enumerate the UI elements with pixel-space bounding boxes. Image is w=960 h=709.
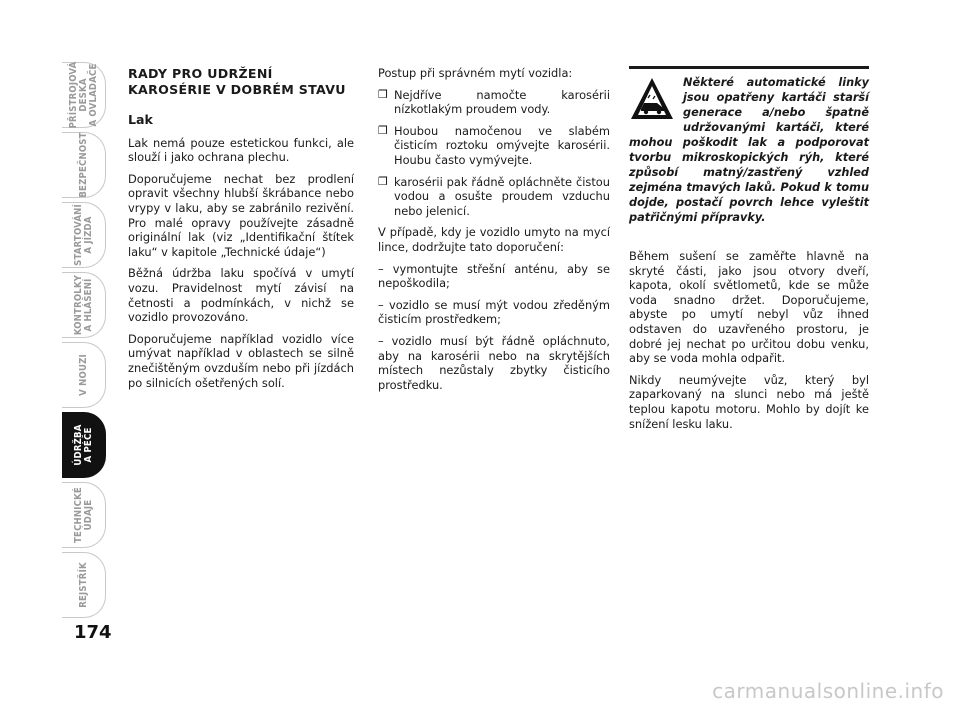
tab-rejstrik[interactable] bbox=[62, 552, 106, 618]
tab-label: TECHNICKÉ ÚDAJE bbox=[72, 487, 94, 543]
paragraph: – vozidlo se musí mýt vodou zředěným čisticím prostředkem; bbox=[378, 297, 610, 327]
tab-v-nouzi[interactable] bbox=[62, 342, 106, 408]
subsection-title: Lak bbox=[128, 112, 153, 127]
section-title-line-1: RADY PRO UDRŽENÍ bbox=[128, 66, 273, 81]
tab-technicke-udaje[interactable] bbox=[62, 482, 106, 548]
paragraph: – vymontujte střešní anténu, aby se nepoškodila; bbox=[378, 261, 610, 291]
tab-label: V NOUZI bbox=[77, 354, 89, 396]
checkbox-bullet-icon: ❒ bbox=[378, 87, 388, 101]
checkbox-bullet-icon: ❒ bbox=[378, 174, 388, 188]
list-item bbox=[378, 88, 610, 117]
tab-label: KONTROLKY A HLÁŠENÍ bbox=[72, 274, 94, 336]
column-3 bbox=[629, 66, 869, 438]
checkbox-bullet-icon: ❒ bbox=[378, 123, 388, 137]
car-wash-warning-icon bbox=[629, 75, 675, 123]
tab-label: BEZPEČNOST bbox=[77, 132, 89, 198]
paragraph: Lak nemá pouze estetickou funkci, ale slouží i jako ochrana plechu. bbox=[128, 135, 354, 165]
paragraph: Postup při správném mytí vozidla: bbox=[378, 66, 573, 80]
paragraph: Doporučujeme nechat bez prodlení opravit všechny hlubší škrábance nebo vrypy v laku, aby se zabránilo rezivění. Pro malé opravy používejte zásadně originální lak (viz „Identifikační štítek laku“ v kapitole „Technické údaje“) bbox=[128, 171, 354, 259]
tab-label: STARTOVÁNÍ A JÍZDA bbox=[72, 204, 94, 266]
tab-startovani[interactable] bbox=[62, 202, 106, 268]
paragraph: – vozidlo musí být řádně opláchnuto, aby na karosérii nebo na skrytějších místech nezůstaly zbytky čisticího prostředku. bbox=[378, 333, 610, 392]
paragraph: Doporučujeme například vozidlo více umývat například v oblastech se silně znečištěným ovzduším nebo při jízdách po silnicích ošetřených solí. bbox=[128, 331, 354, 390]
section-title-line-2: KAROSÉRIE V DOBRÉM STAVU bbox=[128, 81, 346, 97]
tab-label: REJSTŘÍK bbox=[77, 562, 89, 608]
list-item bbox=[378, 175, 610, 219]
list-item-text: Nejdříve namočte karosérii nízkotlakým proudem vody. bbox=[394, 87, 610, 117]
page-number: 174 bbox=[74, 622, 112, 643]
tab-udrzba-active[interactable] bbox=[62, 412, 106, 478]
watermark: carmanualsonline.info bbox=[712, 679, 944, 703]
paragraph: Běžná údržba laku spočívá v umytí vozu. Pravidelnost mytí závisí na četnosti a podmínkách, v nichž se vozidlo provozováno. bbox=[128, 266, 354, 325]
paragraph: V případě, kdy je vozidlo umyto na mycí lince, dodržujte tato doporučení: bbox=[378, 225, 610, 254]
list-item-text: Houbou namočenou ve slabém čisticím roztoku omývejte karosérii. Houbu často vymývejte. bbox=[394, 123, 610, 167]
tab-label: ÚDRŽBA A PÉČE bbox=[72, 424, 94, 466]
section-title bbox=[128, 66, 354, 97]
paragraph: Během sušení se zaměřte hlavně na skryté části, jako jsou otvory dveří, kapota, okolí světlometů, kde se může voda snadno držet. Doporučujeme, abyste po umytí nebyl vůz ihned odstaven do uzavřeného prostoru, je dobré jej nechat po určitou dobu venku, aby se voda mohla odpařit. bbox=[629, 249, 869, 366]
column-2 bbox=[378, 66, 610, 399]
warning-text: Některé automatické linky jsou opatřeny kartáči starší generace a/nebo špatně udržovanými kartáči, které mohou poškodit lak a podporovat tvorbu mikroskopických rýh, které způsobí matný/zastřený vzhled zejména tmavých laků. Pokud k tomu dojde, postačí povrch lehce vyleštit patřičnými přípravky. bbox=[629, 76, 869, 224]
column-1 bbox=[128, 66, 354, 397]
tab-pristrojova-deska[interactable] bbox=[62, 62, 106, 128]
tab-bezpecnost[interactable] bbox=[62, 132, 106, 198]
warning-note bbox=[629, 66, 869, 225]
tab-label: PŘÍSTROJOVÁ DESKA A OVLADAČE bbox=[67, 61, 99, 129]
tab-kontrolky[interactable] bbox=[62, 272, 106, 338]
paragraph: Nikdy neumývejte vůz, který byl zaparkovaný na slunci nebo má ještě teplou kapotu motoru. Mohlo by dojít ke snížení lesku laku. bbox=[629, 372, 869, 431]
list-item-text: karosérii pak řádně opláchněte čistou vodou a osušte proudem vzduchu nebo jelenicí. bbox=[394, 174, 610, 218]
list-item bbox=[378, 124, 610, 168]
